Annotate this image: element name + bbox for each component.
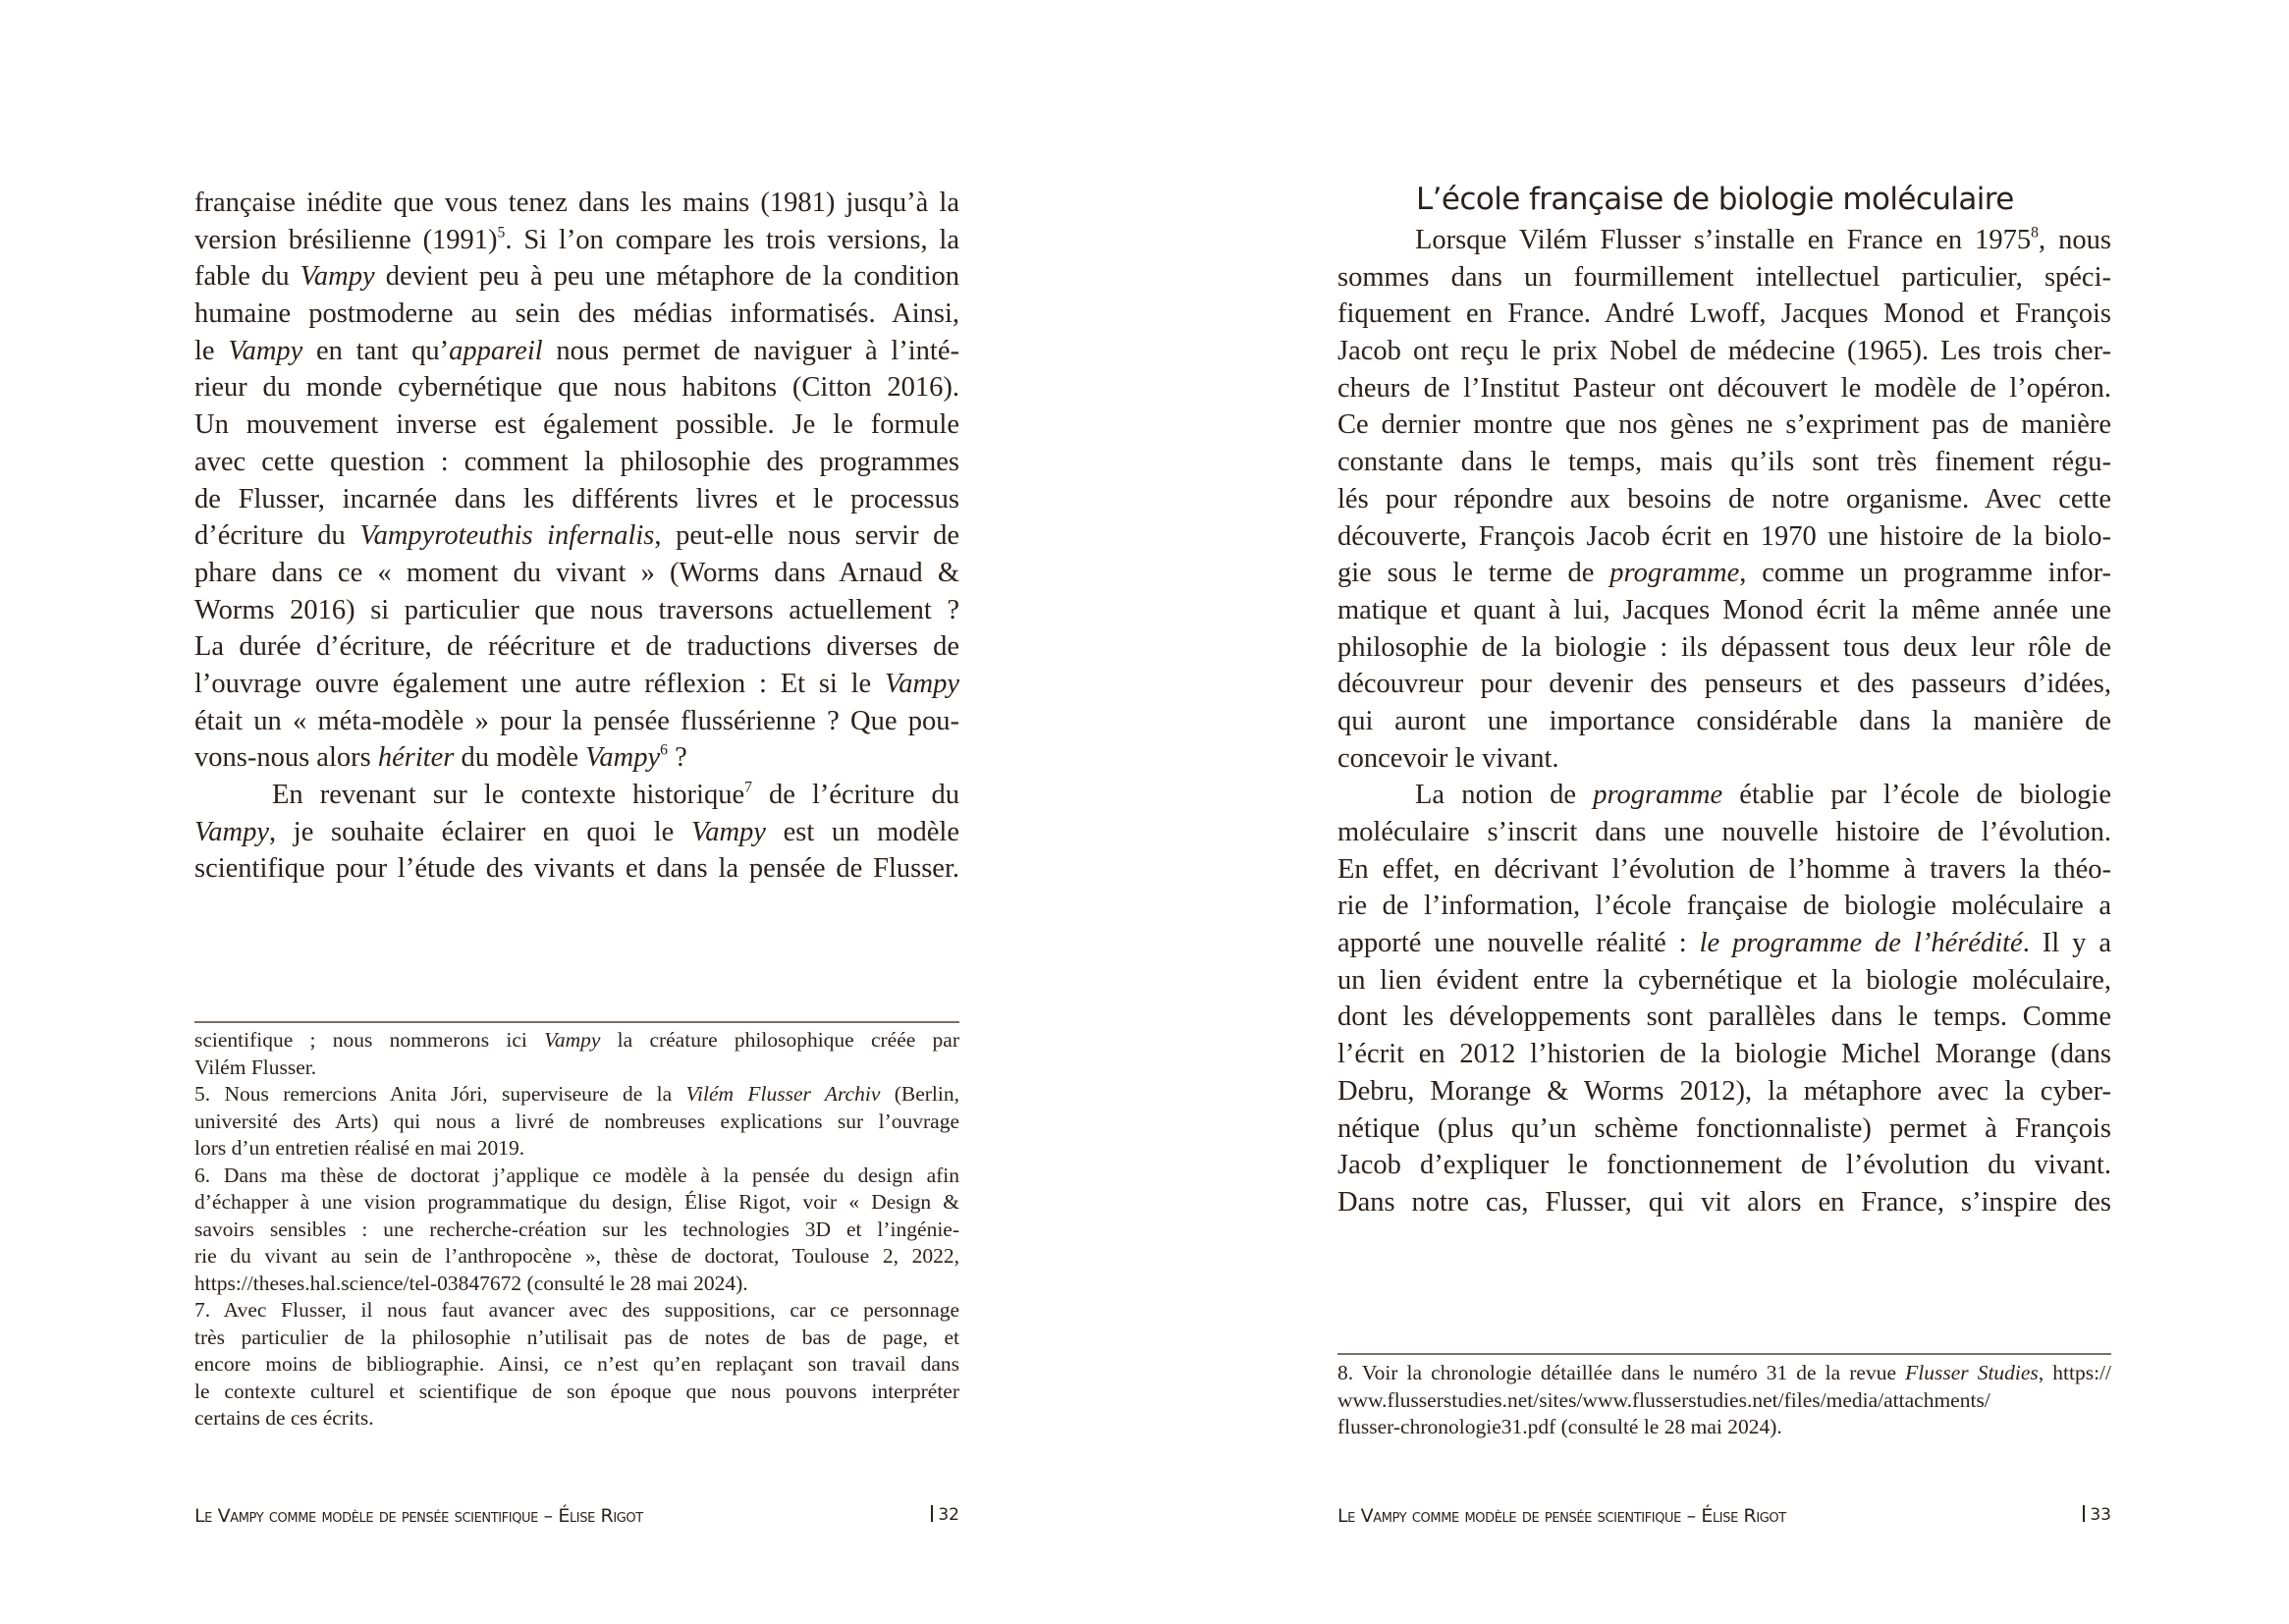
text-span: version brésilienne (1991) xyxy=(194,224,498,255)
footnote-ref[interactable]: 7 xyxy=(744,779,752,796)
text-span: le contexte culturel et scientifique de son époque que nous pouvons interpréter xyxy=(194,1379,959,1403)
text-span: Debru, Morange & Worms 2012), la métaphore avec la cyber- xyxy=(1337,1075,2111,1107)
text-span: lés pour répondre aux besoins de notre organisme. Avec cette xyxy=(1337,483,2111,514)
text-line xyxy=(194,1217,959,1244)
text-line xyxy=(194,1081,959,1109)
text-span: apporté une nouvelle réalité : xyxy=(1337,928,1700,959)
text-span: , https:// xyxy=(2038,1361,2112,1384)
text-span: concevoir le vivant. xyxy=(1337,742,1559,774)
text-span: de l’écriture du xyxy=(751,780,959,810)
italic-text: Vampy xyxy=(194,816,269,847)
text-span: Worms 2016) si particulier que nous traversons actuellement ? xyxy=(194,594,959,625)
text-span: devient peu à peu une métaphore de la condition xyxy=(374,261,959,293)
running-footer xyxy=(1337,1505,2111,1535)
text-line xyxy=(1337,1110,2111,1148)
text-line xyxy=(194,333,959,370)
text-span: nétique (plus qu’un schème fonctionnaliste) permet à François xyxy=(1337,1112,2111,1144)
footnotes xyxy=(1337,1360,2111,1441)
text-line xyxy=(1337,555,2111,592)
text-span: Lorsque Vilém Flusser s’installe en France en 1975 xyxy=(1415,225,2032,255)
text-line xyxy=(1337,629,2111,667)
page-number xyxy=(2083,1505,2111,1525)
text-span: rie de l’information, l’école française de biologie moléculaire a xyxy=(1337,891,2111,922)
text-line xyxy=(194,555,959,592)
text-line xyxy=(1337,444,2111,481)
text-line xyxy=(194,1405,959,1433)
text-line xyxy=(194,739,959,777)
footnote-ref[interactable]: 6 xyxy=(660,741,668,759)
text-line xyxy=(194,850,959,888)
text-span: Dans notre cas, Flusser, qui vit alors en France, s’inspire des xyxy=(1337,1186,2111,1218)
text-line xyxy=(194,1027,959,1055)
page-number-value: 32 xyxy=(938,1505,959,1525)
text-span: qui auront une importance considérable dans la manière de xyxy=(1337,705,2111,736)
text-line xyxy=(1337,777,2111,814)
italic-text: hériter xyxy=(377,742,455,774)
text-span: Jacob ont reçu le prix Nobel de médecine (1965). Les trois cher- xyxy=(1337,336,2111,367)
text-line xyxy=(1337,481,2111,518)
text-line xyxy=(1337,666,2111,703)
text-span: phare dans ce « moment du vivant » (Worms dans Arnaud & xyxy=(194,557,959,588)
text-line xyxy=(1337,1360,2111,1387)
footnote-ref[interactable]: 5 xyxy=(497,223,506,241)
text-span: l’ouvrage ouvre également une autre réflexion : Et si le xyxy=(194,668,886,699)
text-line xyxy=(194,1243,959,1271)
text-line xyxy=(194,1163,959,1190)
text-line xyxy=(1337,814,2111,851)
footnote-ref[interactable]: 8 xyxy=(2031,224,2039,242)
text-span: La notion de xyxy=(1415,780,1594,811)
left-page xyxy=(194,0,959,1624)
body-text xyxy=(1337,222,2111,1221)
text-span: . Si l’on compare les trois versions, la xyxy=(505,224,959,255)
text-line xyxy=(1337,703,2111,740)
text-line xyxy=(194,1351,959,1379)
text-line xyxy=(1337,296,2111,333)
text-line xyxy=(194,1189,959,1217)
text-line xyxy=(194,703,959,740)
text-line xyxy=(1337,1036,2111,1073)
text-line xyxy=(1337,333,2111,370)
text-line xyxy=(194,406,959,444)
italic-text: Vampy xyxy=(585,742,661,774)
text-span: . Il y a xyxy=(2022,928,2112,959)
text-span: www.flusserstudies.net/sites/www.flusserstudies.net/files/media/attachments/ xyxy=(1337,1387,1990,1412)
section-heading: L’école française de biologie moléculaire xyxy=(1416,182,2014,217)
text-line xyxy=(194,258,959,296)
text-span: 8. Voir la chronologie détaillée dans le numéro 31 de la revue xyxy=(1337,1361,1906,1384)
text-span: le xyxy=(194,335,229,366)
page-number-bar xyxy=(931,1505,933,1522)
text-line xyxy=(194,369,959,406)
text-line xyxy=(194,592,959,629)
text-line xyxy=(1337,406,2111,444)
text-span: cheurs de l’Institut Pasteur ont découvert le modèle de l’opéron. xyxy=(1337,372,2111,404)
text-span: Jacob d’expliquer le fonctionnement de l’évolution du vivant. xyxy=(1337,1150,2111,1181)
text-line xyxy=(194,444,959,481)
text-span: université des Arts) qui nous a livré de nombreuses explications sur l’ouvrage xyxy=(194,1109,959,1133)
text-span: gie sous le terme de xyxy=(1337,558,1610,589)
text-span: sommes dans un fourmillement intellectuel particulier, spéci- xyxy=(1337,261,2111,293)
text-span: rieur du monde cybernétique que nous habitons (Citton 2016). xyxy=(194,372,959,404)
text-span: établie par l’école de biologie xyxy=(1722,780,2111,811)
text-line xyxy=(194,517,959,555)
text-span: de Flusser, incarnée dans les différents livres et le processus xyxy=(194,483,959,514)
text-line xyxy=(194,1135,959,1163)
text-span: l’écrit en 2012 l’historien de la biologie Michel Morange (dans xyxy=(1337,1039,2111,1070)
text-line xyxy=(1337,740,2111,778)
text-line xyxy=(194,1325,959,1352)
text-span: un lien évident entre la cybernétique et la biologie moléculaire, xyxy=(1337,964,2111,996)
text-span: d’échapper à une vision programmatique du design, Élise Rigot, voir « Design & xyxy=(194,1190,959,1214)
body-text xyxy=(194,185,959,888)
text-span: découverte, François Jacob écrit en 1970 une histoire de la biolo- xyxy=(1337,520,2111,552)
text-line xyxy=(1337,370,2111,407)
text-span: est un modèle xyxy=(765,816,959,847)
text-span: 6. Dans ma thèse de doctorat j’applique ce modèle à la pensée du design afin xyxy=(194,1163,959,1187)
text-span: En revenant sur le contexte historique xyxy=(272,780,745,810)
text-span: avec cette question : comment la philosophie des programmes xyxy=(194,446,959,477)
italic-text: Flusser Studies xyxy=(1905,1361,2039,1384)
text-line xyxy=(194,814,959,851)
text-span: scientifique pour l’étude des vivants et dans la pensée de Flusser. xyxy=(194,853,959,885)
text-line xyxy=(1337,999,2111,1036)
text-span: En effet, en décrivant l’évolution de l’homme à travers la théo- xyxy=(1337,853,2111,885)
text-span: Un mouvement inverse est également possible. Je le formule xyxy=(194,409,959,441)
text-span: Vilém Flusser. xyxy=(194,1055,317,1079)
text-span: , nous xyxy=(2039,225,2111,255)
text-span: certains de ces écrits. xyxy=(194,1406,374,1430)
text-line xyxy=(1337,222,2111,259)
text-span: dont les développements sont parallèles dans le temps. Comme xyxy=(1337,1001,2111,1033)
text-span: fiquement en France. André Lwoff, Jacques Monod et François xyxy=(1337,298,2111,330)
italic-text: programme xyxy=(1593,780,1723,811)
italic-text: Vampyroteuthis infernalis xyxy=(359,520,655,552)
text-line xyxy=(194,666,959,703)
text-span: nous permet de naviguer à l’inté- xyxy=(542,335,959,366)
italic-text: Vampy xyxy=(228,335,303,366)
text-span: 7. Avec Flusser, il nous faut avancer avec des suppositions, car ce personnage xyxy=(194,1298,959,1322)
footnote-rule xyxy=(1337,1353,2111,1355)
text-span: était un « méta-modèle » pour la pensée flussérienne ? Que pou- xyxy=(194,705,959,736)
text-span: humaine postmoderne au sein des médias informatisés. Ainsi, xyxy=(194,298,959,330)
running-title: Le Vampy comme modèle de pensée scientifique – Élise Rigot xyxy=(194,1505,643,1527)
text-span: , peut-elle nous servir de xyxy=(654,520,960,552)
text-line xyxy=(1337,925,2111,962)
text-span: moléculaire s’inscrit dans une nouvelle histoire de l’évolution. xyxy=(1337,817,2111,847)
text-span: , comme un programme infor- xyxy=(1739,558,2111,589)
text-span: d’écriture du xyxy=(194,520,360,552)
italic-text: Vampy xyxy=(300,261,375,293)
text-span: philosophie de la biologie : ils dépassent tous deux leur rôle de xyxy=(1337,631,2111,663)
text-line xyxy=(1337,1147,2111,1184)
text-span: française inédite que vous tenez dans les mains (1981) jusqu’à la xyxy=(194,188,959,218)
text-span: la créature philosophique créée par xyxy=(600,1028,959,1052)
text-span: vons-nous alors xyxy=(194,742,378,774)
text-span: Ce dernier montre que nos gènes ne s’expriment pas de manière xyxy=(1337,409,2111,441)
text-span: encore moins de bibliographie. Ainsi, ce n’est qu’en replaçant son travail dans xyxy=(194,1352,959,1376)
text-line xyxy=(194,1109,959,1136)
right-page xyxy=(1337,0,2111,1624)
footnote-rule xyxy=(194,1021,959,1023)
text-span: (Berlin, xyxy=(880,1082,959,1106)
text-line xyxy=(1337,592,2111,629)
text-span: https://theses.hal.science/tel-03847672 (consulté le 28 mai 2024). xyxy=(194,1271,748,1295)
running-title: Le Vampy comme modèle de pensée scientifique – Élise Rigot xyxy=(1337,1505,1786,1527)
text-span: savoirs sensibles : une recherche-création sur les technologies 3D et l’ingénie- xyxy=(194,1217,959,1241)
text-span: flusser-chronologie31.pdf (consulté le 28 mai 2024). xyxy=(1337,1415,1782,1438)
text-span: en tant qu’ xyxy=(302,335,450,366)
italic-text: Vampy xyxy=(885,668,959,699)
text-line xyxy=(194,1297,959,1325)
text-span: 5. Nous remercions Anita Jóri, superviseure de la xyxy=(194,1082,686,1106)
text-span: matique et quant à lui, Jacques Monod écrit la même année une xyxy=(1337,594,2111,625)
text-span: scientifique ; nous nommerons ici xyxy=(194,1028,545,1052)
text-line xyxy=(1337,851,2111,889)
page-number xyxy=(931,1505,959,1525)
italic-text: appareil xyxy=(449,335,543,366)
text-span: lors d’un entretien réalisé en mai 2019. xyxy=(194,1136,525,1160)
text-span: La durée d’écriture, de réécriture et de traductions diverses de xyxy=(194,631,959,663)
text-line xyxy=(1337,1073,2111,1110)
running-footer xyxy=(194,1505,959,1535)
text-span: ? xyxy=(667,742,687,774)
text-span: constante dans le temps, mais qu’ils sont très finement régu- xyxy=(1337,447,2111,478)
text-line xyxy=(194,481,959,518)
text-line xyxy=(194,1271,959,1298)
italic-text: Vampy xyxy=(690,816,766,847)
footnotes xyxy=(194,1027,959,1433)
italic-text: le programme de l’hérédité xyxy=(1699,928,2023,959)
text-line xyxy=(1337,1414,2111,1441)
text-span: découvreur pour devenir des penseurs et des passeurs d’idées, xyxy=(1337,669,2111,700)
text-line xyxy=(1337,518,2111,556)
italic-text: Vampy xyxy=(544,1028,601,1052)
text-line xyxy=(1337,1184,2111,1221)
text-span: du modèle xyxy=(454,742,586,774)
text-line xyxy=(1337,259,2111,297)
text-line xyxy=(194,296,959,333)
text-line xyxy=(194,185,959,222)
text-line xyxy=(194,222,959,259)
text-span: , je souhaite éclairer en quoi le xyxy=(268,816,691,847)
text-line xyxy=(1337,888,2111,925)
text-line xyxy=(194,1379,959,1406)
text-span: fable du xyxy=(194,261,300,293)
text-span: rie du vivant au sein de l’anthropocène », thèse de doctorat, Toulouse 2, 2022, xyxy=(194,1244,959,1268)
page-number-value: 33 xyxy=(2090,1505,2111,1525)
text-line xyxy=(194,1055,959,1082)
page-number-bar xyxy=(2083,1505,2085,1522)
italic-text: Vilém Flusser Archiv xyxy=(685,1082,881,1106)
text-line xyxy=(194,628,959,666)
text-line xyxy=(1337,1387,2111,1415)
italic-text: programme xyxy=(1609,558,1740,589)
text-line xyxy=(1337,962,2111,1000)
text-span: très particulier de la philosophie n’utilisait pas de notes de bas de page, et xyxy=(194,1325,959,1349)
text-line xyxy=(194,777,959,814)
